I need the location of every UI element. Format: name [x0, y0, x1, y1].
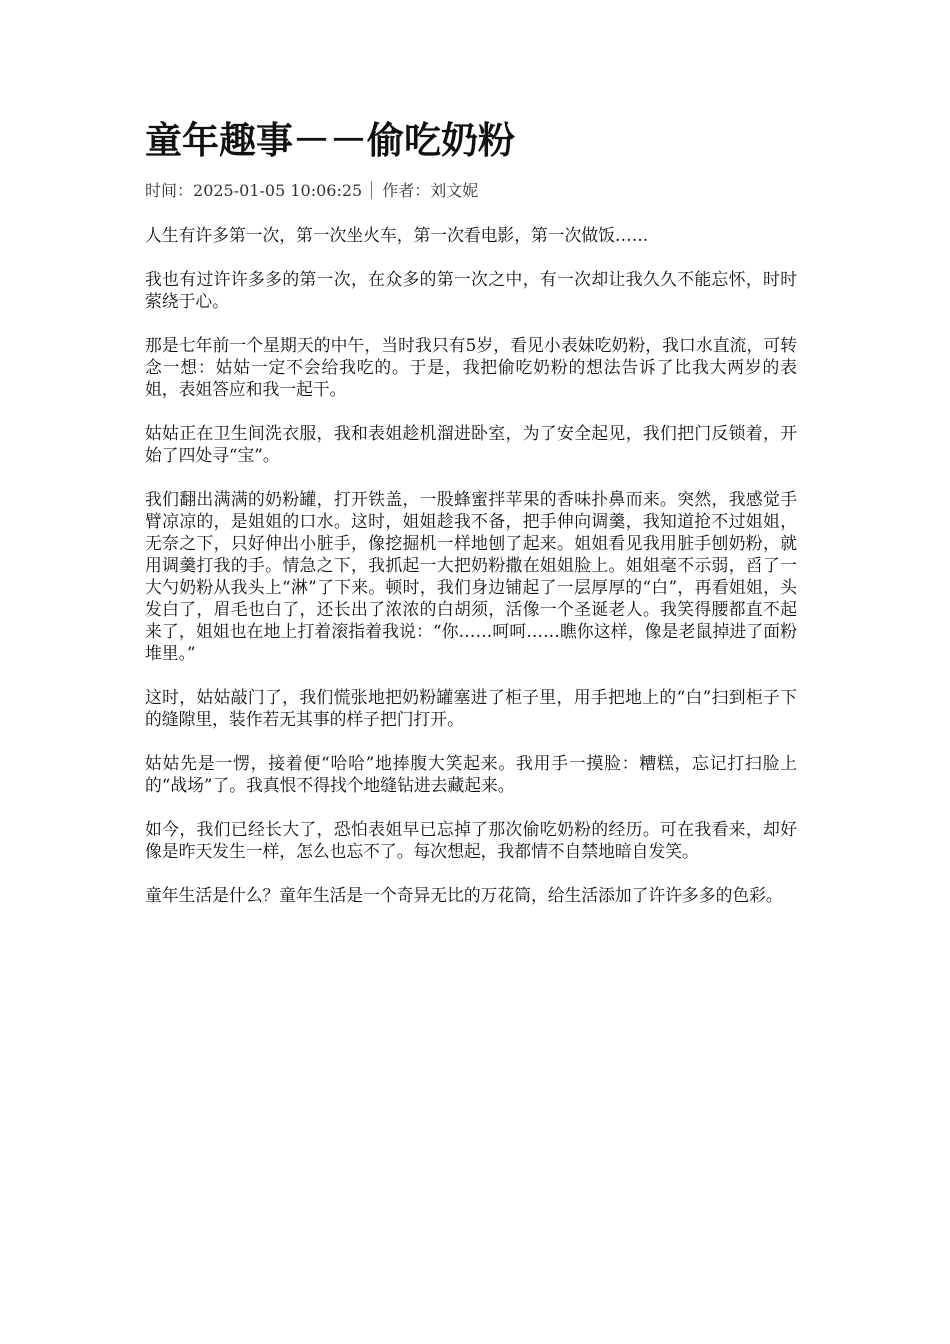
paragraph: 如今，我们已经长大了，恐怕表姐早已忘掉了那次偷吃奶粉的经历。可在我看来，却好像是昨天发生一样，怎么也忘不了。每次想起，我都情不自禁地暗自发笑。 — [145, 819, 797, 861]
article-body — [145, 224, 797, 906]
time-label: 时间： — [145, 181, 194, 200]
paragraph: 这时，姑姑敲门了，我们慌张地把奶粉罐塞进了柜子里，用手把地上的“白”扫到柜子下的缝隙里，装作若无其事的样子把门打开。 — [145, 687, 797, 729]
article-meta — [145, 180, 797, 202]
author-value: 刘文妮 — [430, 181, 479, 200]
article — [145, 118, 797, 928]
meta-divider — [371, 181, 372, 199]
time-value: 2025-01-05 10:06:25 — [193, 181, 363, 200]
paragraph: 我也有过许许多多的第一次，在众多的第一次之中，有一次却让我久久不能忘怀，时时萦绕于心。 — [145, 269, 797, 311]
paragraph: 人生有许多第一次，第一次坐火车，第一次看电影，第一次做饭…… — [145, 225, 649, 245]
author-label: 作者： — [382, 181, 431, 200]
paragraph: 那是七年前一个星期天的中午，当时我只有5岁，看见小表妹吃奶粉，我口水直流，可转念一想：姑姑一定不会给我吃的。于是，我把偷吃奶粉的想法告诉了比我大两岁的表姐，表姐答应和我一起干。 — [145, 335, 797, 399]
paragraph: 童年生活是什么？童年生活是一个奇异无比的万花筒，给生活添加了许许多多的色彩。 — [145, 885, 783, 905]
article-title: 童年趣事－－偷吃奶粉 — [145, 119, 515, 162]
paragraph: 姑姑正在卫生间洗衣服，我和表姐趁机溜进卧室，为了安全起见，我们把门反锁着，开始了四处寻“宝”。 — [145, 423, 797, 465]
paragraph: 姑姑先是一愣，接着便“哈哈”地捧腹大笑起来。我用手一摸脸：糟糕，忘记打扫脸上的“战场”了。我真恨不得找个地缝钻进去藏起来。 — [145, 753, 797, 795]
paragraph: 我们翻出满满的奶粉罐，打开铁盖，一股蜂蜜拌苹果的香味扑鼻而来。突然，我感觉手臂凉凉的，是姐姐的口水。这时，姐姐趁我不备，把手伸向调羹，我知道抢不过姐姐，无奈之下，只好伸出小脏手，像挖掘机一样地刨了起来。姐姐看见我用脏手刨奶粉，就用调羹打我的手。情急之下，我抓起一大把奶粉撒在姐姐脸上。姐姐毫不示弱，舀了一大勺奶粉从我头上“淋”了下来。顿时，我们身边铺起了一层厚厚的“白”，再看姐姐，头发白了，眉毛也白了，还长出了浓浓的白胡须，活像一个圣诞老人。我笑得腰都直不起来了，姐姐也在地上打着滚指着我说：“你……呵呵……瞧你这样，像是老鼠掉进了面粉堆里。” — [145, 489, 797, 663]
